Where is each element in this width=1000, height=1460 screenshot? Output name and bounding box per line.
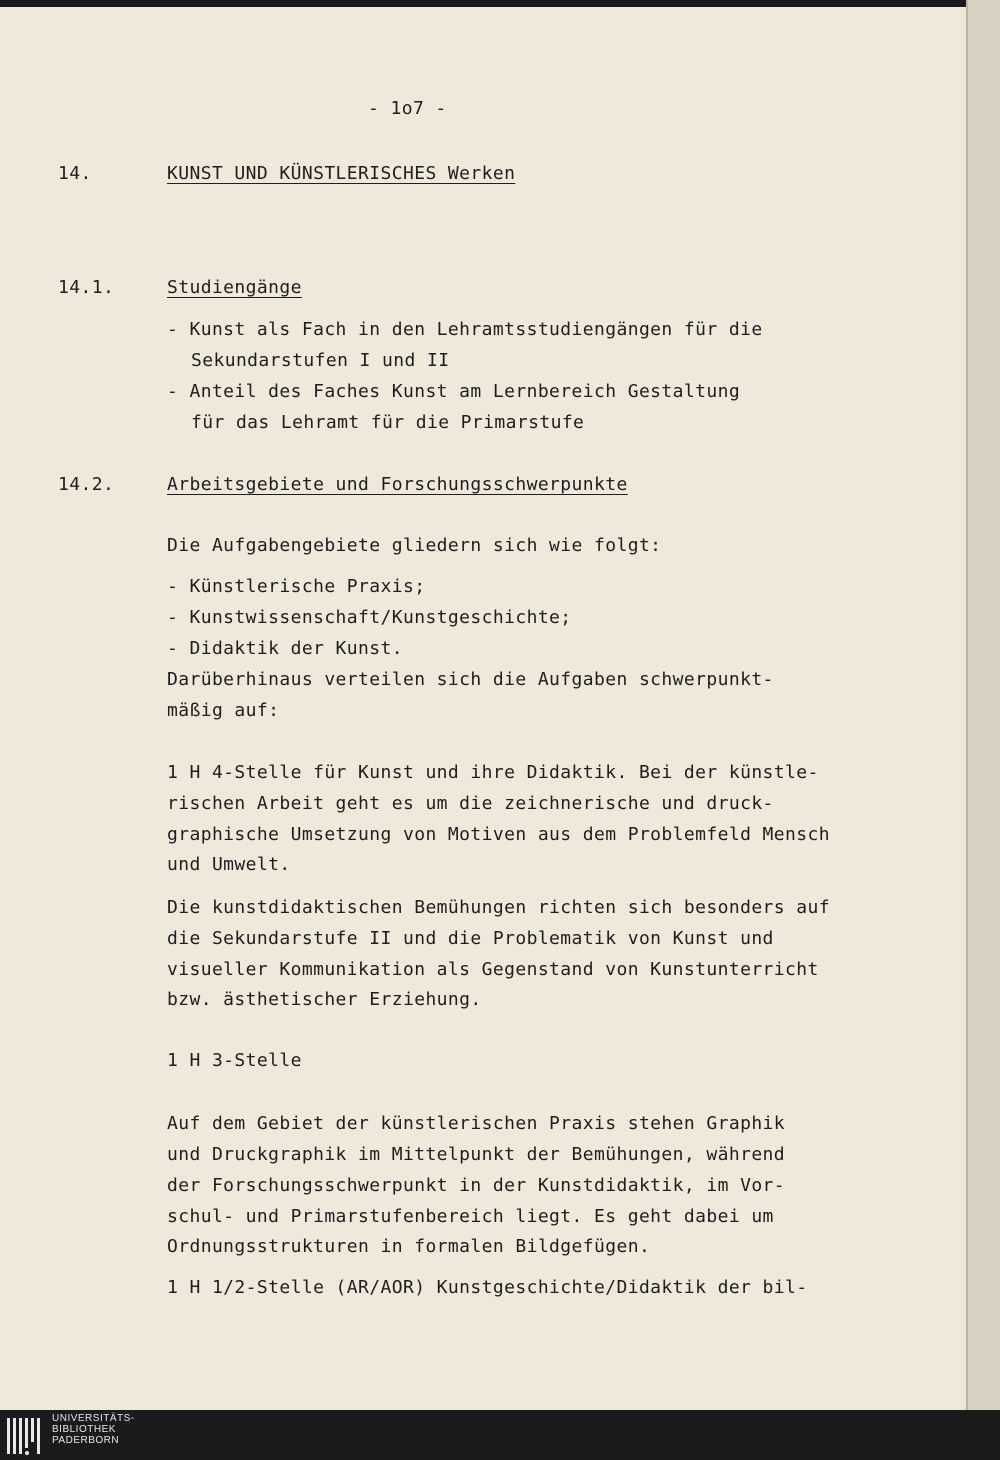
body-line: die Sekundarstufe II und die Problematik von Kunst und bbox=[167, 928, 774, 949]
body-line: mäßig auf: bbox=[167, 700, 280, 721]
body-line: Die Aufgabengebiete gliedern sich wie folgt: bbox=[167, 535, 662, 556]
section-14-2-title: Arbeitsgebiete und Forschungsschwerpunkte bbox=[167, 474, 628, 495]
body-line: - Künstlerische Praxis; bbox=[167, 576, 426, 597]
body-line: Ordnungsstrukturen in formalen Bildgefügen. bbox=[167, 1236, 651, 1257]
studiengang-line: - Anteil des Faches Kunst am Lernbereich Gestaltung bbox=[167, 381, 741, 402]
library-logo-icon bbox=[6, 1416, 46, 1456]
logo-text-line: BIBLIOTHEK bbox=[52, 1424, 116, 1435]
page-right-edge bbox=[966, 0, 1000, 1410]
section-14-2-number: 14.2. bbox=[58, 474, 115, 495]
section-14-title: KUNST UND KÜNSTLERISCHES Werken bbox=[167, 163, 516, 184]
section-14-1-title: Studiengänge bbox=[167, 277, 302, 298]
studiengang-line: - Kunst als Fach in den Lehramtsstudiengängen für die bbox=[167, 319, 763, 340]
body-line: schul- und Primarstufenbereich liegt. Es geht dabei um bbox=[167, 1206, 774, 1227]
section-14-number: 14. bbox=[58, 163, 92, 184]
body-line: 1 H 4-Stelle für Kunst und ihre Didaktik. Bei der künstle- bbox=[167, 762, 819, 783]
body-line: visueller Kommunikation als Gegenstand von Kunstunterricht bbox=[167, 959, 819, 980]
body-line: - Didaktik der Kunst. bbox=[167, 638, 403, 659]
body-line: 1 H 1/2-Stelle (AR/AOR) Kunstgeschichte/Didaktik der bil- bbox=[167, 1277, 808, 1298]
body-line: - Kunstwissenschaft/Kunstgeschichte; bbox=[167, 607, 572, 628]
logo-text-line: PADERBORN bbox=[52, 1435, 120, 1446]
body-line: Darüberhinaus verteilen sich die Aufgaben schwerpunkt- bbox=[167, 669, 774, 690]
studiengang-line: für das Lehramt für die Primarstufe bbox=[191, 412, 585, 433]
body-line: graphische Umsetzung von Motiven aus dem Problemfeld Mensch bbox=[167, 824, 830, 845]
page-number: - 1o7 - bbox=[368, 98, 447, 119]
body-line: und Druckgraphik im Mittelpunkt der Bemühungen, während bbox=[167, 1144, 786, 1165]
logo-text-line: UNIVERSITÄTS- bbox=[52, 1413, 135, 1424]
section-14-1-number: 14.1. bbox=[58, 277, 115, 298]
body-line: Auf dem Gebiet der künstlerischen Praxis stehen Graphik bbox=[167, 1113, 786, 1134]
body-line: bzw. ästhetischer Erziehung. bbox=[167, 989, 482, 1010]
scan-top-edge bbox=[0, 0, 1000, 7]
document-page bbox=[0, 7, 964, 1410]
body-line: rischen Arbeit geht es um die zeichnerische und druck- bbox=[167, 793, 774, 814]
body-line: Die kunstdidaktischen Bemühungen richten sich besonders auf bbox=[167, 897, 830, 918]
library-footer bbox=[0, 1410, 1000, 1460]
body-line: und Umwelt. bbox=[167, 854, 291, 875]
studiengang-line: Sekundarstufen I und II bbox=[191, 350, 450, 371]
body-line: der Forschungsschwerpunkt in der Kunstdidaktik, im Vor- bbox=[167, 1175, 786, 1196]
body-line: 1 H 3-Stelle bbox=[167, 1050, 302, 1071]
